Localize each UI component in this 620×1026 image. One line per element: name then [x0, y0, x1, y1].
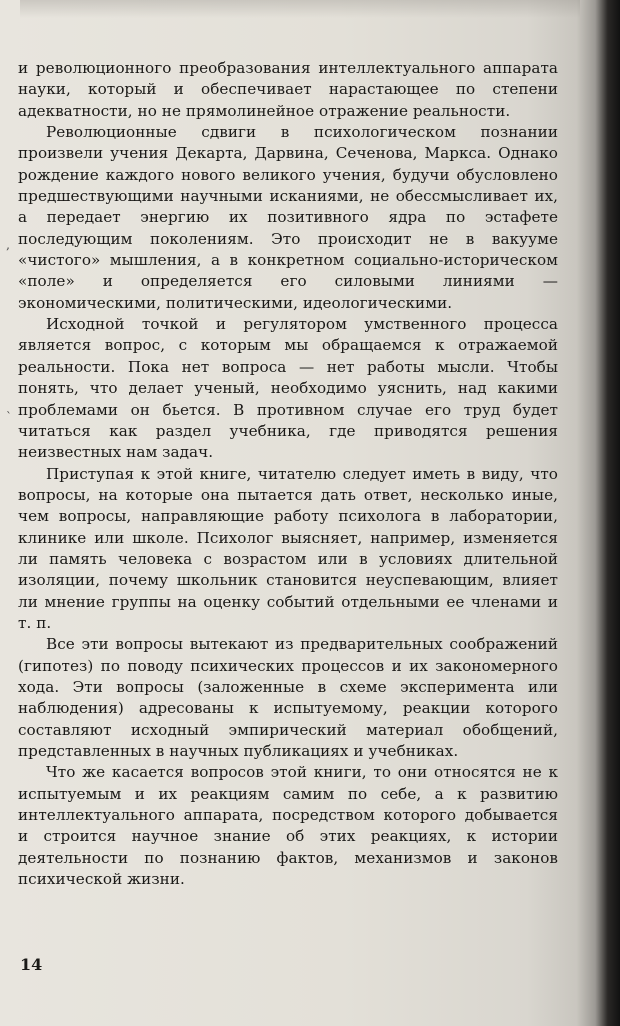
paragraph-1: и революционного преобразования интеллектуального аппарата науки, который и обеспечивает нарастающее по степени адекватности, но не прямолинейное отражение реальности. — [18, 59, 558, 120]
paragraph-5: Все эти вопросы вытекают из предварительных соображений (гипотез) по поводу психических процессов и их закономерного хода. Эти вопросы (заложенные в схеме эксперимента или наблюдения) адресованы к испытуемому, реакции которого составляют исходный эмпирический материал обобщений, представленных в научных публикациях и учебниках. — [18, 635, 558, 760]
margin-tick-mark: ‚ — [6, 238, 10, 252]
margin-tick-mark: ` — [6, 410, 12, 424]
page-number: 14 — [20, 955, 43, 974]
body-text — [18, 58, 558, 890]
paragraph-2: Революционные сдвиги в психологическом познании произвели учения Декарта, Дарвина, Сеченова, Маркса. Однако рождение каждого нового великого учения, будучи обусловлено предшествующими научными исканиями, не обессмысливает их, а передает энергию их позитивного ядра по эстафете последующим поколениям. Это происходит не в вакууме «чистого» мышления, а в конкретном социально-историческом «поле» и определяется его силовыми линиями — экономическими, политическими, идеологическими. — [18, 123, 558, 312]
paragraph-4: Приступая к этой книге, читателю следует иметь в виду, что вопросы, на которые она пытается дать ответ, несколько иные, чем вопросы, направляющие работу психолога в лаборатории, клинике или школе. Психолог выясняет, например, изменяется ли память человека с возрастом или в условиях длительной изоляции, почему школьник становится неуспевающим, влияет ли мнение группы на оценку событий отдельными ее членами и т. п. — [18, 464, 558, 632]
paragraph-3: Исходной точкой и регулятором умственного процесса является вопрос, с которым мы обращаемся к отражаемой реальности. Пока нет вопроса — нет работы мысли. Чтобы понять, что делает ученый, необходимо уяснить, над какими проблемами он бьется. В противном случае его труд будет читаться как раздел учебника, где приводятся решения неизвестных нам задач. — [18, 315, 558, 462]
paragraph-6: Что же касается вопросов этой книги, то они относятся не к испытуемым и их реакциям самим по себе, а к развитию интеллектуального аппарата, посредством которого добывается и строится научное знание об этих реакциях, к истории деятельности по познанию фактов, механизмов и законов психической жизни. — [18, 763, 558, 889]
top-bleed-through — [20, 0, 580, 18]
